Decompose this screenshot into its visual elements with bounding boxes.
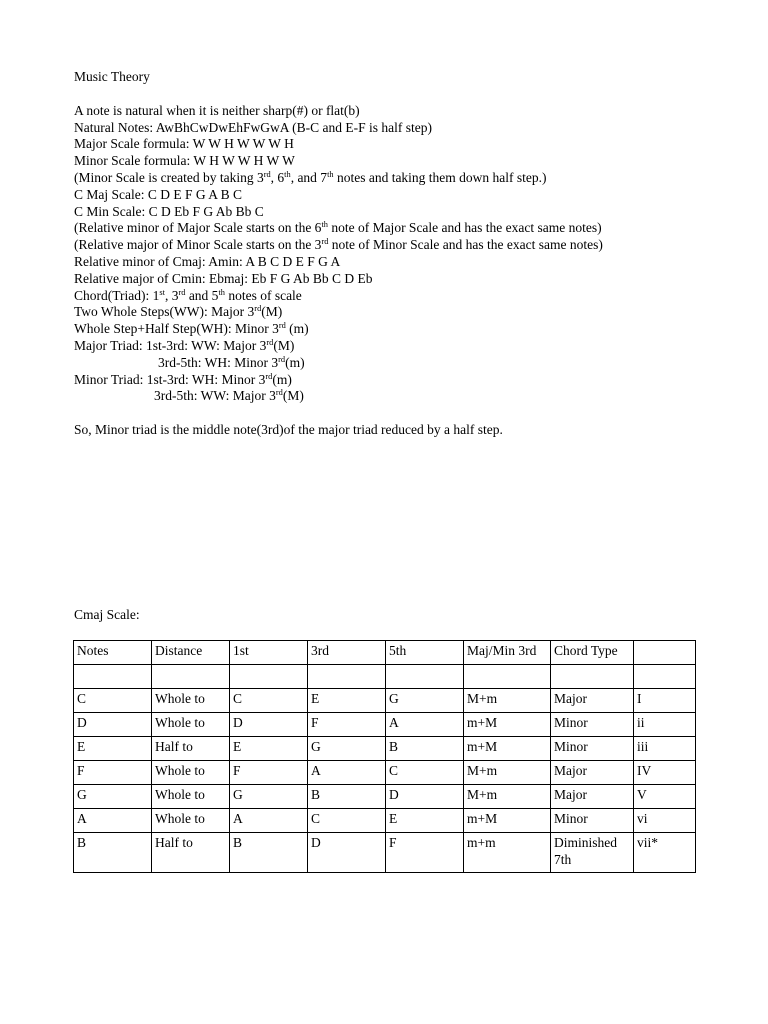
cell-chord-type: Major [551,785,634,809]
cell-fifth: F [386,833,464,873]
table-row [74,761,696,785]
cell-maj-min-third: m+M [464,809,551,833]
cell-notes: F [74,761,152,785]
cell-distance [152,665,230,689]
cell-first: B [230,833,308,873]
cell-fifth: 5th [386,641,464,665]
cell-maj-min-third: m+M [464,737,551,761]
cmaj-scale-table [73,640,696,873]
cell-notes: G [74,785,152,809]
minor-scale-creation: (Minor Scale is created by taking 3rd, 6th, and 7th notes and taking them down half step.) [74,169,547,185]
whole-half-step: Whole Step+Half Step(WH): Minor 3rd (m) [74,321,309,337]
cell-first [230,665,308,689]
cell-numeral: vi [634,809,696,833]
table-row [74,833,696,873]
minor-scale-formula: Minor Scale formula: W H W W H W W [74,153,295,169]
document-body [74,69,714,439]
cell-distance: Half to [152,737,230,761]
cell-chord-type: Minor [551,737,634,761]
natural-definition: A note is natural when it is neither sharp(#) or flat(b) [74,102,360,118]
cell-third: G [308,737,386,761]
cell-third: B [308,785,386,809]
cell-distance: Distance [152,641,230,665]
cell-fifth: C [386,761,464,785]
cell-distance: Whole to [152,713,230,737]
cell-third: C [308,809,386,833]
cell-numeral: IV [634,761,696,785]
table-row [74,713,696,737]
cell-third: D [308,833,386,873]
table-row [74,689,696,713]
cell-notes: B [74,833,152,873]
cell-chord-type: Major [551,761,634,785]
cell-fifth: E [386,809,464,833]
cell-first: A [230,809,308,833]
cell-numeral: ii [634,713,696,737]
cell-maj-min-third: m+m [464,833,551,873]
major-triad-line-1: Major Triad: 1st-3rd: WW: Major 3rd(M) [74,337,295,353]
cell-notes [74,665,152,689]
table-row [74,785,696,809]
cell-first: D [230,713,308,737]
cell-maj-min-third: M+m [464,761,551,785]
cell-notes: Notes [74,641,152,665]
cell-first: 1st [230,641,308,665]
major-scale-formula: Major Scale formula: W W H W W W H [74,136,294,152]
cell-notes: A [74,809,152,833]
cell-distance: Whole to [152,785,230,809]
cell-numeral: iii [634,737,696,761]
cell-maj-min-third: M+m [464,689,551,713]
cell-first: G [230,785,308,809]
summary-statement: So, Minor triad is the middle note(3rd)of the major triad reduced by a half step. [74,422,503,438]
cell-chord-type: Minor [551,713,634,737]
cell-numeral: I [634,689,696,713]
cell-fifth: D [386,785,464,809]
minor-triad-line-1: Minor Triad: 1st-3rd: WH: Minor 3rd(m) [74,371,292,387]
cell-fifth [386,665,464,689]
cell-notes: C [74,689,152,713]
table-row [74,737,696,761]
natural-notes: Natural Notes: AwBhCwDwEhFwGwA (B-C and E-F is half step) [74,119,432,135]
cell-first: C [230,689,308,713]
chord-triad-definition: Chord(Triad): 1st, 3rd and 5th notes of scale [74,287,302,303]
cell-third [308,665,386,689]
cell-distance: Whole to [152,761,230,785]
cell-first: F [230,761,308,785]
cell-maj-min-third [464,665,551,689]
table-header-row [74,641,696,665]
cell-fifth: G [386,689,464,713]
c-minor-scale: C Min Scale: C D Eb F G Ab Bb C [74,203,264,219]
cell-notes: D [74,713,152,737]
cell-maj-min-third: m+M [464,713,551,737]
cell-numeral [634,665,696,689]
table-row [74,809,696,833]
cell-third: F [308,713,386,737]
cell-chord-type: Chord Type [551,641,634,665]
minor-triad-line-2: 3rd-5th: WW: Major 3rd(M) [154,388,304,404]
relative-minor-cmaj: Relative minor of Cmaj: Amin: A B C D E F G A [74,253,341,269]
cell-notes: E [74,737,152,761]
c-major-scale: C Maj Scale: C D E F G A B C [74,186,243,202]
table-blank-row [74,665,696,689]
cell-distance: Whole to [152,689,230,713]
cell-third: 3rd [308,641,386,665]
relative-major-rule: (Relative major of Minor Scale starts on the 3rd note of Minor Scale and has the exact same notes) [74,237,603,253]
cell-first: E [230,737,308,761]
cell-chord-type: Minor [551,809,634,833]
cell-chord-type: Diminished 7th [551,833,634,873]
table-title: Cmaj Scale: [74,607,140,622]
cell-fifth: B [386,737,464,761]
cell-numeral: V [634,785,696,809]
cell-maj-min-third: M+m [464,785,551,809]
cell-distance: Whole to [152,809,230,833]
relative-minor-rule: (Relative minor of Major Scale starts on the 6th note of Major Scale and has the exact same notes) [74,220,602,236]
relative-major-cmin: Relative major of Cmin: Ebmaj: Eb F G Ab Bb C D Eb [74,270,373,286]
cell-distance: Half to [152,833,230,873]
two-whole-steps: Two Whole Steps(WW): Major 3rd(M) [74,304,283,320]
major-triad-line-2: 3rd-5th: WH: Minor 3rd(m) [158,354,305,370]
page-title: Music Theory [74,69,150,84]
cell-maj-min-third: Maj/Min 3rd [464,641,551,665]
cell-fifth: A [386,713,464,737]
cell-numeral [634,641,696,665]
cell-chord-type: Major [551,689,634,713]
cell-third: A [308,761,386,785]
cell-chord-type [551,665,634,689]
cell-third: E [308,689,386,713]
cell-numeral: vii* [634,833,696,873]
